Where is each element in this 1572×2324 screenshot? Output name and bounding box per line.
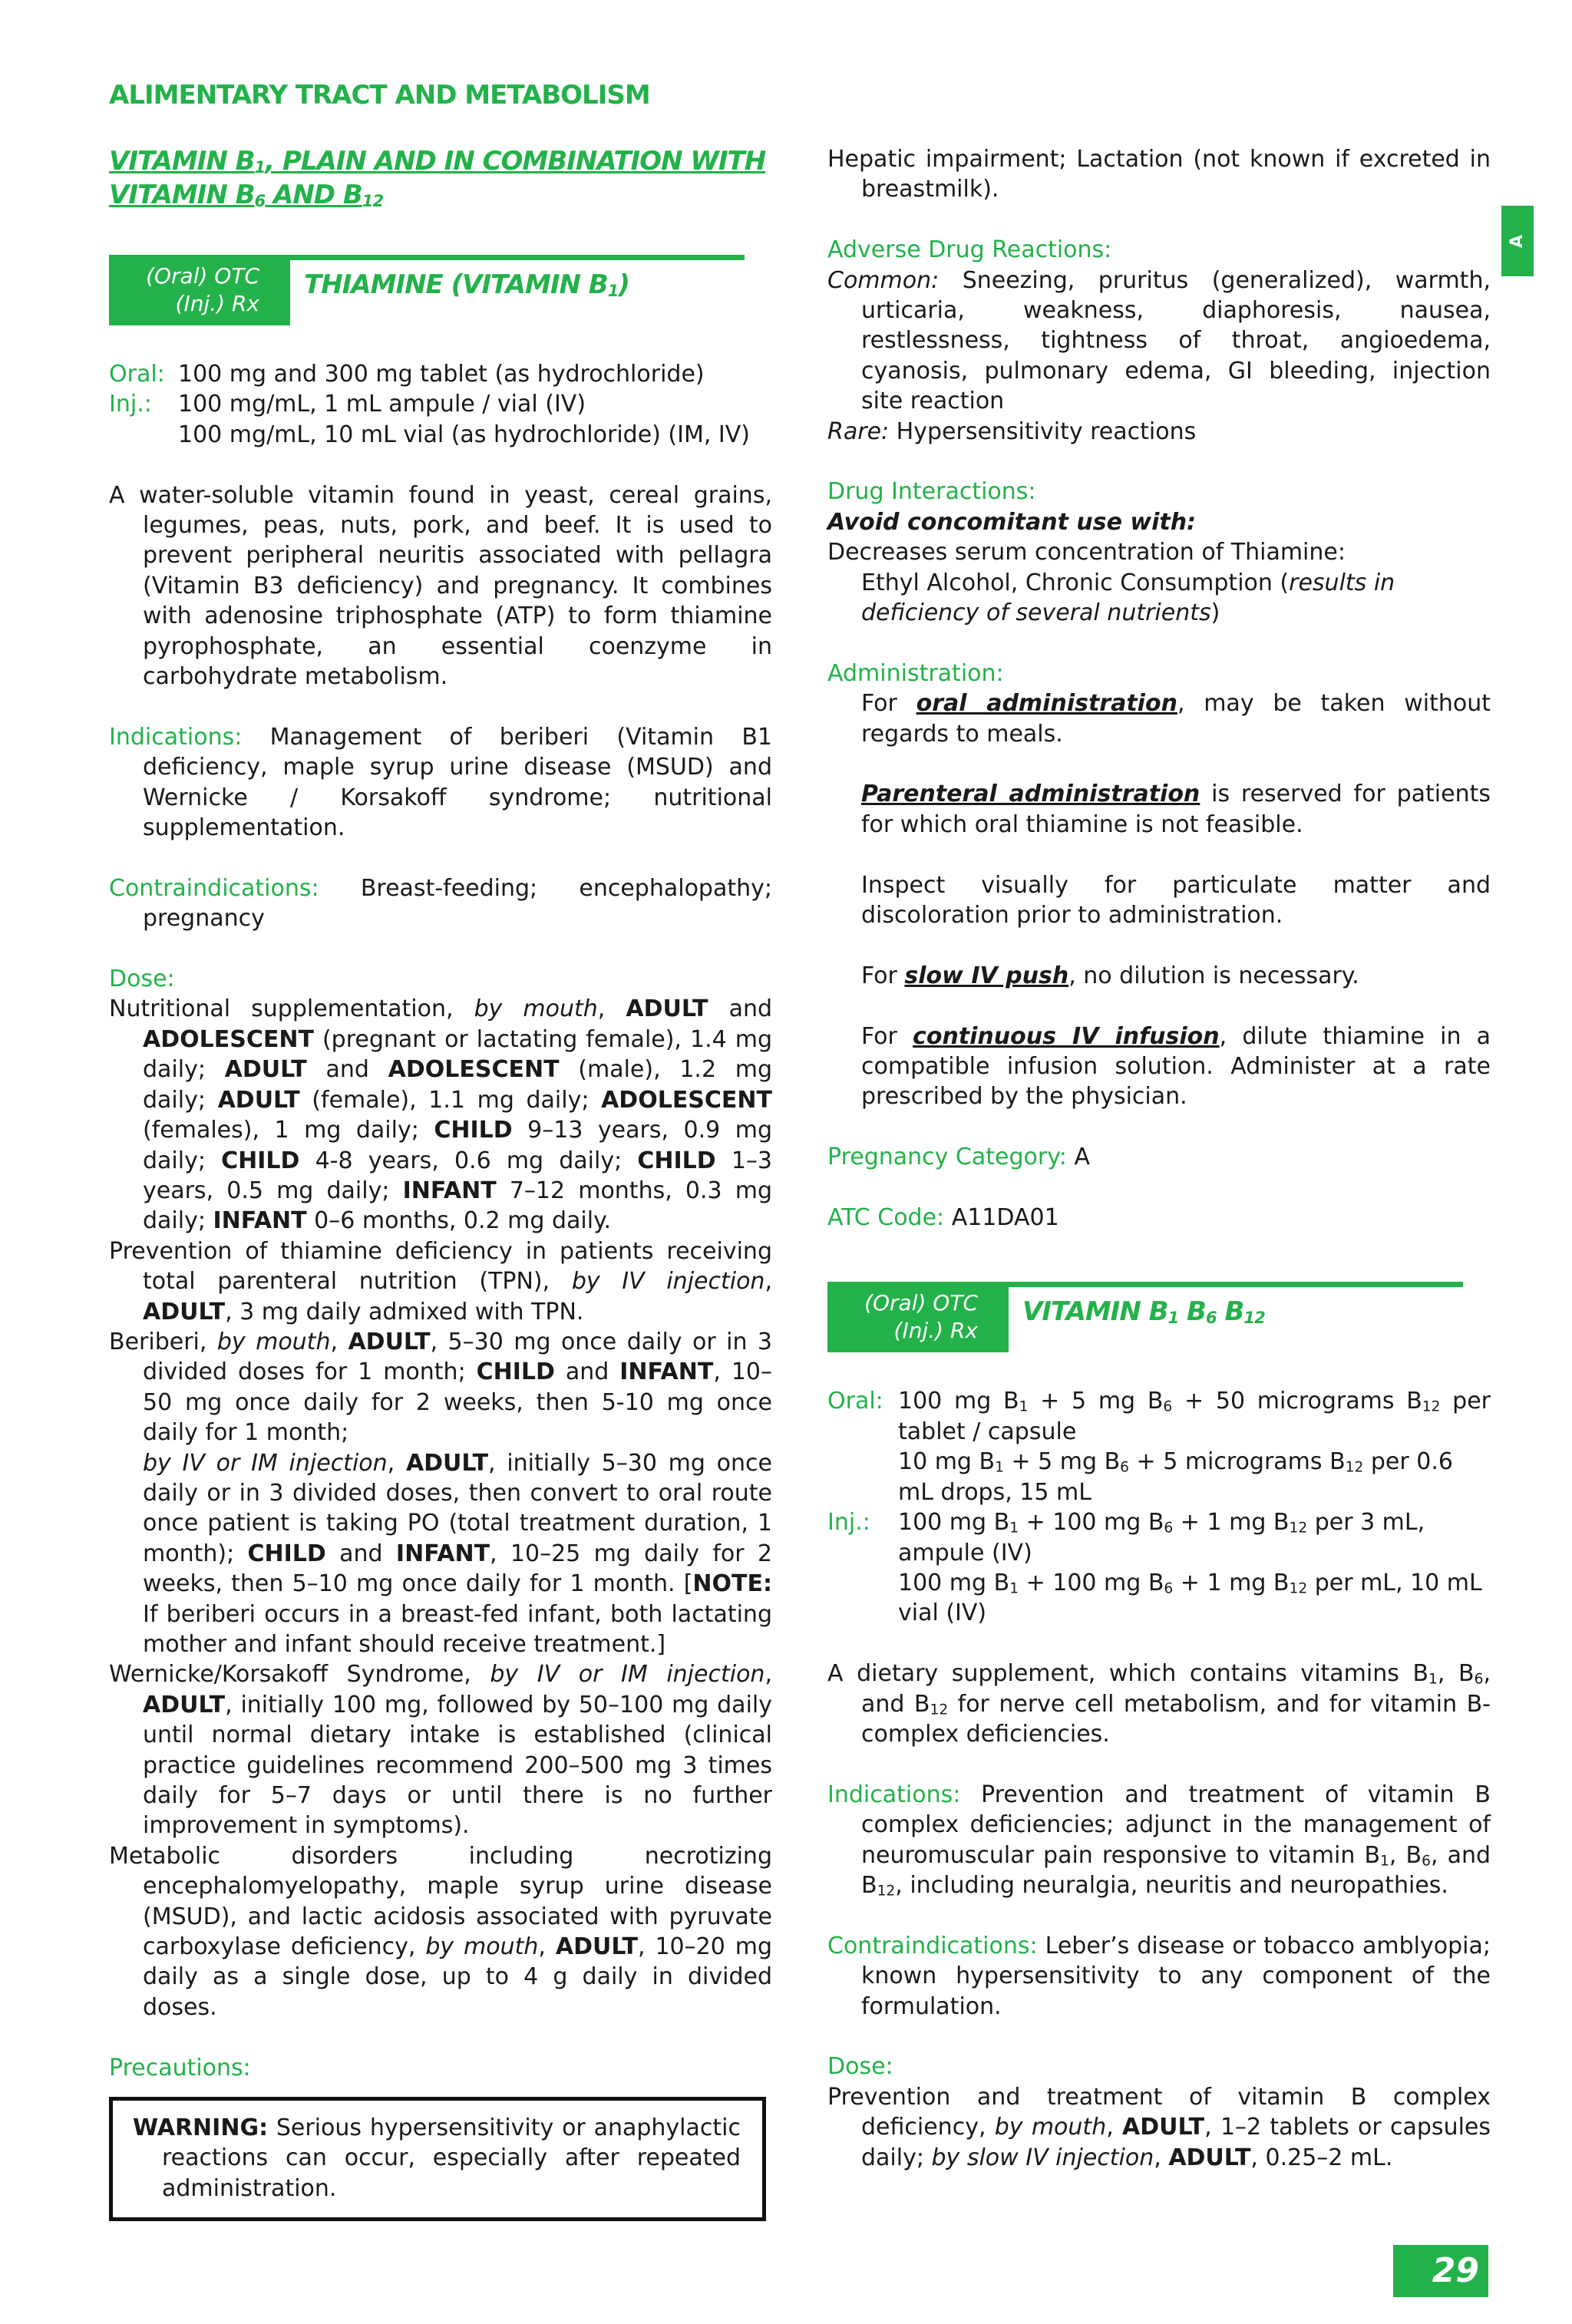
availability-tag: (Oral) OTC (Inj.) Rx xyxy=(109,255,290,325)
precautions-heading: Precautions: xyxy=(109,2054,251,2081)
injection-formulation: Inj.: 100 mg $B_1 + 100$ mg $B_6 + 1$ mg $B_{12}$ per 3 mL, ampule (IV) 100 mg $B_1 + 100$ mg $B_6 + 1$ mg $B_{12}$ per mL, 10 mL vial (IV) xyxy=(827,1509,1482,1627)
adr-rare: Rare: Hypersensitivity reactions xyxy=(827,418,1197,445)
admin-iv-push: For slow IV push, no dilution is necessary. xyxy=(861,962,1359,989)
pregnancy-category: Pregnancy Category: A xyxy=(827,1144,1090,1171)
section-tab-letter: A xyxy=(1508,234,1527,248)
page-number: 29 xyxy=(1393,2245,1488,2297)
section-tab xyxy=(1501,206,1534,276)
drug-description: A water-soluble vitamin found in yeast, cereal grains, legumes, peas, nuts, pork, and beef. It is used to prevent peripheral neuritis associated with pellagra (Vitamin B3 deficiency) and pregnancy. It combines with adenosine triphosphate (ATP) to form thiamine pyrophosphate, an essential coenzyme in carbohydrate metabolism. xyxy=(109,481,772,691)
interactions-heading: Drug Interactions: xyxy=(827,478,1036,506)
drug-name: THIAMINE (VITAMIN $B_1$) xyxy=(304,269,629,301)
adr-common: Common: Sneezing, pruritus (generalized), warmth, urticaria, weakness, diaphoresis, nausea, restlessness, tightness of throat, angioedema, cyanosis, pulmonary edema, GI bleeding, injection site reaction xyxy=(827,266,1491,415)
right-column xyxy=(827,144,1491,2173)
admin-oral: For oral administration, may be taken without regards to meals. xyxy=(861,690,1491,748)
admin-iv-infusion: For continuous IV infusion, dilute thiamine in a compatible infusion solution. Administer at a rate prescribed by the physician. xyxy=(861,1022,1491,1111)
dose-beriberi: Beriberi, by mouth, ADULT, 5–30 mg once daily or in 3 divided doses for 1 month; CHILD and INFANT, 10–50 mg once daily for 2 weeks, then 5-10 mg once daily for 1 month; xyxy=(109,1328,772,1447)
vitamin-b-indications: Indications: Prevention and treatment of vitamin B complex deficiencies; adjunct in the management of neuromuscular pain responsive to vitamin $B_1$, $B_6$, and $B_{12}$, including neuralgia, neuritis and neuropathies. xyxy=(827,1781,1491,1900)
drug-name: VITAMIN $B_1$ $B_6$ $B_{12}$ xyxy=(1022,1296,1265,1328)
availability-tag: (Oral) OTC (Inj.) Rx xyxy=(827,1282,1009,1352)
drug-header-vitamin-b-complex xyxy=(827,1282,1491,1352)
oral-formulation: Oral: 100 mg $B_1 + 5$ mg $B_6 + 50$ micrograms $B_{12}$ per tablet / capsule 10 mg $B_1 + 5$ mg $B_6 + 5$ micrograms $B_{12}$ per 0.6 mL drops, 15 mL xyxy=(827,1388,1491,1506)
page-section-header: ALIMENTARY TRACT AND METABOLISM xyxy=(109,80,650,111)
drug-header-thiamine xyxy=(109,255,772,325)
atc-code: ATC Code: A11DA01 xyxy=(827,1204,1059,1232)
ethyl-alcohol-line: Ethyl Alcohol, Chronic Consumption (results in deficiency of several nutrients) xyxy=(861,569,1395,627)
section-title: VITAMIN $B_1$, PLAIN AND IN COMBINATION WITH VITAMIN $B_6$ AND $B_{12}$ xyxy=(109,146,766,211)
dose-nutritional: Nutritional supplementation, by mouth, ADULT and ADOLESCENT (pregnant or lactating female), 1.4 mg daily; ADULT and ADOLESCENT (male), 1.2 mg daily; ADULT (female), 1.1 mg daily; ADOLESCENT (females), 1 mg daily; CHILD 9–13 years, 0.9 mg daily; CHILD 4-8 years, 0.6 mg daily; CHILD 1–3 years, 0.5 mg daily; INFANT 7–12 months, 0.3 mg daily; INFANT 0–6 months, 0.2 mg daily. xyxy=(109,995,773,1235)
precautions-continued: Hepatic impairment; Lactation (not known if excreted in breastmilk). xyxy=(827,146,1491,203)
dose-metabolic: Metabolic disorders including necrotizing encephalomyelopathy, maple syrup urine disease (MSUD), and lactic acidosis associated with pyruvate carboxylase deficiency, by mouth, ADULT, 10–20 mg daily as a single dose, up to 4 g daily in divided doses. xyxy=(109,1842,772,2021)
dose-wernicke: Wernicke/Korsakoff Syndrome, by IV or IM injection, ADULT, initially 100 mg, followed by 50–100 mg daily until normal dietary intake is established (clinical practice guidelines recommend 200–500 mg 3 times daily for 5–7 days or until there is no further improvement in symptoms). xyxy=(109,1661,772,1840)
vitamin-b-dose-heading: Dose: xyxy=(827,2053,893,2081)
decreases-line: Decreases serum concentration of Thiamine: xyxy=(827,539,1346,566)
administration-heading: Administration: xyxy=(827,659,1004,687)
left-column xyxy=(109,144,772,2221)
warning-box: WARNING: Serious hypersensitivity or anaphylactic reactions can occur, especially after repeated administration. xyxy=(109,2097,766,2221)
admin-parenteral: Parenteral administration is reserved for patients for which oral thiamine is not feasible. xyxy=(861,781,1491,838)
adr-heading: Adverse Drug Reactions: xyxy=(827,236,1112,264)
dose-tpn: Prevention of thiamine deficiency in patients receiving total parenteral nutrition (TPN), by IV injection, ADULT, 3 mg daily admixed with TPN. xyxy=(109,1237,772,1325)
vitamin-b-dose: Prevention and treatment of vitamin B complex deficiency, by mouth, ADULT, 1–2 tablets or capsules daily; by slow IV injection, ADULT, 0.25–2 mL. xyxy=(827,2083,1491,2171)
injection-formulation: Inj.: 100 mg/mL, 1 mL ampule / vial (IV) 100 mg/mL, 10 mL vial (as hydrochloride) (IM, IV) xyxy=(109,391,750,448)
dose-heading: Dose: xyxy=(109,966,175,993)
admin-inspect: Inspect visually for particulate matter and discoloration prior to administration. xyxy=(861,871,1491,929)
vitamin-b-contraindications: Contraindications: Leber’s disease or tobacco amblyopia; known hypersensitivity to any component of the formulation. xyxy=(827,1932,1491,2020)
avoid-label: Avoid concomitant use with: xyxy=(827,508,1197,536)
indications: Indications: Management of beriberi (Vitamin B1 deficiency, maple syrup urine disease (MSUD) and Wernicke / Korsakoff syndrome; nutritional supplementation. xyxy=(109,723,772,842)
oral-formulation: Oral: 100 mg and 300 mg tablet (as hydrochloride) xyxy=(109,361,705,388)
vitamin-b-description: A dietary supplement, which contains vitamins $B_1$, $B_6$, and $B_{12}$ for nerve cell metabolism, and for vitamin B-complex deficiencies. xyxy=(827,1660,1491,1748)
contraindications: Contraindications: Breast-feeding; encephalopathy; pregnancy xyxy=(109,874,772,933)
dose-beriberi-injection: by IV or IM injection, ADULT, initially 5–30 mg once daily or in 3 divided doses, then convert to oral route once patient is taking PO (total treatment duration, 1 month); CHILD and INFANT, 10–25 mg daily for 2 weeks, then 5–10 mg once daily for 1 month. [NOTE: If beriberi occurs in a breast-fed infant, both lactating mother and infant should receive treatment.] xyxy=(143,1449,772,1658)
